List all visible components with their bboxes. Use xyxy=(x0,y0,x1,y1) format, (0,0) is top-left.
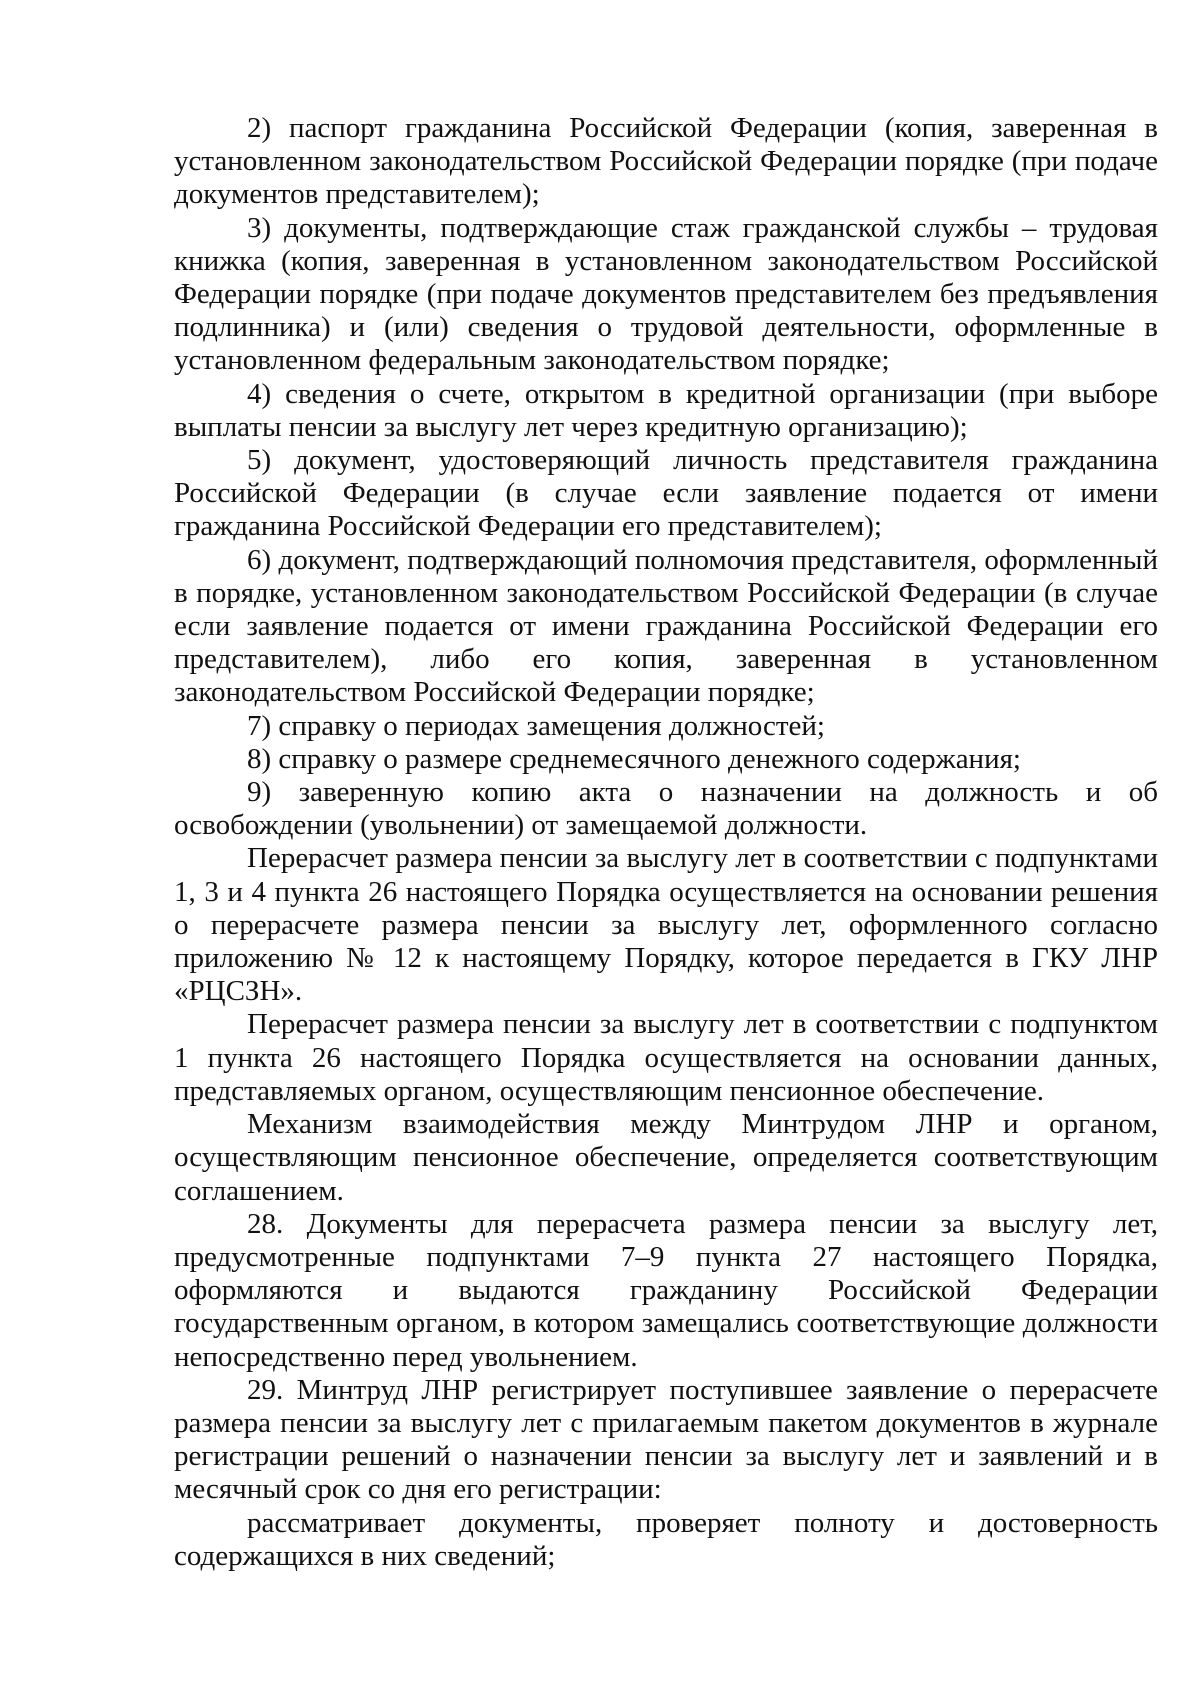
paragraph-item-4-bank-account: 4) сведения о счете, открытом в кредитной организации (при выборе выплаты пенсии за выслугу лет через кредитную организацию); xyxy=(174,377,1158,443)
paragraph-recalculation-decision: Перерасчет размера пенсии за выслугу лет в соответствии с подпунктами 1, 3 и 4 пункта 26 настоящего Порядка осуществляется на основании решения о перерасчете размера пенсии за выслугу лет, оформленного согласно приложению № 12 к настоящему Порядку, которое передается в ГКУ ЛНР «РЦСЗН». xyxy=(174,842,1158,1008)
paragraph-item-5-representative-id: 5) документ, удостоверяющий личность представителя гражданина Российской Федерации (в случае если заявление подается от имени гражданина Российской Федерации его представителем); xyxy=(174,444,1158,543)
paragraph-clause-28: 28. Документы для перерасчета размера пенсии за выслугу лет, предусмотренные подпунктами 7–9 пункта 27 настоящего Порядка, оформляются и выдаются гражданину Российской Федерации государственным органом, в котором замещались соответствующие должности непосредственно перед увольнением. xyxy=(174,1207,1158,1373)
paragraph-item-7-positions-certificate: 7) справку о периодах замещения должностей; xyxy=(247,709,825,742)
paragraph-item-6-representative-authority: 6) документ, подтверждающий полномочия представителя, оформленный в порядке, установленном законодательством Российской Федерации (в случае если заявление подается от имени гражданина Российской Федерации его представителем), либо его копия, заверенная в установленном законодательством Российской Федерации порядке; xyxy=(174,543,1158,709)
paragraph-item-2-passport: 2) паспорт гражданина Российской Федерации (копия, заверенная в установленном законодательством Российской Федерации порядке (при подаче документов представителем); xyxy=(174,112,1158,211)
paragraph-item-3-service-record: 3) документы, подтверждающие стаж гражданской службы – трудовая книжка (копия, заверенная в установленном законодательством Российской Федерации порядке (при подаче документов представителем без предъявления подлинника) и (или) сведения о трудовой деятельности, оформленные в установленном федеральным законодательством порядке; xyxy=(174,211,1158,377)
paragraph-interaction-mechanism: Механизм взаимодействия между Минтрудом ЛНР и органом, осуществляющим пенсионное обеспечение, определяется соответствующим соглашением. xyxy=(174,1108,1158,1207)
paragraph-item-8-salary-certificate: 8) справку о размере среднемесячного денежного содержания; xyxy=(247,742,1021,775)
document-page xyxy=(174,112,1158,1573)
paragraph-review-documents: рассматривает документы, проверяет полноту и достоверность содержащихся в них сведений; xyxy=(174,1506,1158,1572)
paragraph-clause-29: 29. Минтруд ЛНР регистрирует поступившее заявление о перерасчете размера пенсии за выслугу лет с прилагаемым пакетом документов в журнале регистрации решений о назначении пенсии за выслугу лет и заявлений и в месячный срок со дня его регистрации: xyxy=(174,1373,1158,1506)
paragraph-recalculation-data: Перерасчет размера пенсии за выслугу лет в соответствии с подпунктом 1 пункта 26 настоящего Порядка осуществляется на основании данных, представляемых органом, осуществляющим пенсионное обеспечение. xyxy=(174,1008,1158,1107)
paragraph-item-9-appointment-act: 9) заверенную копию акта о назначении на должность и об освобождении (увольнении) от замещаемой должности. xyxy=(174,776,1158,842)
